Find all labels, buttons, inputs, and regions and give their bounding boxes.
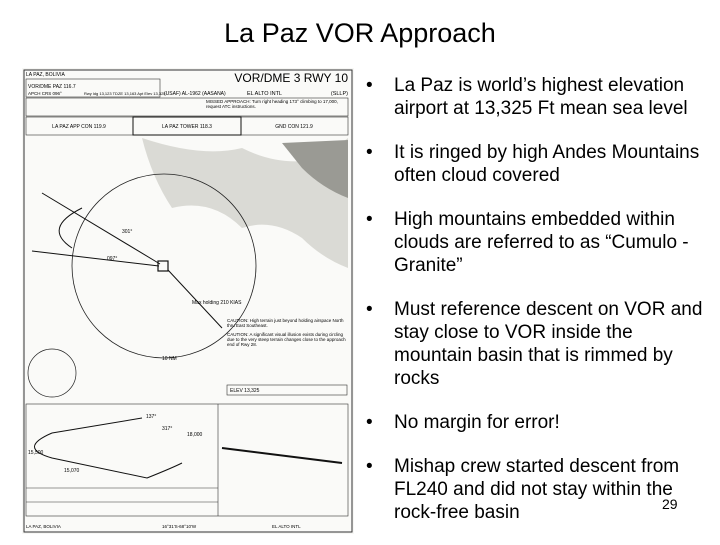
chart-alt-15500: 15,500 (28, 450, 44, 456)
slide-title: La Paz VOR Approach (224, 18, 496, 48)
chart-source: (USAF) AL-1962 (AASANA) (164, 91, 226, 97)
chart-radial-097: 097° (107, 256, 118, 262)
bullet-list (366, 74, 706, 545)
chart-radial-137: 137° (146, 414, 157, 420)
chart-max-hold: Max holding 210 KIAS (192, 300, 242, 306)
approach-chart-svg (22, 68, 354, 534)
chart-freq-twr: LA PAZ TOWER 118.3 (162, 124, 212, 130)
chart-elev-box: ELEV 13,325 (230, 388, 260, 394)
chart-footer-coords: 16°31'S-68°10'W (162, 524, 197, 529)
approach-chart-image (22, 68, 354, 534)
chart-radial-301: 301° (122, 229, 133, 235)
chart-missed-approach: MISSED APPROACH: Turn right heading 173° climbing to 17,000, request ATC instructions. (206, 99, 338, 109)
chart-10nm: 10 NM (162, 356, 177, 362)
chart-vor: VOR/DME PAZ 116.7 (28, 84, 76, 90)
chart-freq-app: LA PAZ APP CON 119.9 (52, 124, 106, 130)
bullet-item: • No margin for error! (366, 411, 706, 434)
bullet-item: • High mountains embedded within clouds are referred to as “Cumulo -Granite” (366, 208, 706, 277)
bullet-item: • Mishap crew started descent from FL240 and did not stay within the rock-free basin (366, 455, 706, 524)
chart-alt-18000: 18,000 (187, 432, 203, 438)
chart-airport: EL ALTO INTL (246, 91, 282, 97)
chart-footer-location: LA PAZ, BOLIVIA (26, 524, 61, 529)
chart-elevations: Rwy ldg 13,123 TDZE 13,163 Apt Elev 13,325 (84, 91, 166, 96)
chart-ident: (SLLP) (330, 91, 348, 97)
chart-footer-airport: EL ALTO INTL (272, 524, 301, 529)
chart-caution-1: CAUTION: High terrain just beyond holding airspace North thru East Southeast. (227, 318, 344, 328)
chart-heading: VOR/DME 3 RWY 10 (234, 71, 348, 85)
chart-location: LA PAZ, BOLIVIA (26, 72, 65, 78)
page-number: 29 (662, 496, 678, 512)
chart-alt-15070: 15,070 (64, 468, 80, 474)
chart-caution-2: CAUTION: A significant visual illusion exists during circling due to the very steep terrain changes close to the approach end of Rwy 28. (227, 332, 346, 347)
chart-radial-317: 317° (162, 426, 173, 432)
bullet-item: • La Paz is world’s highest elevation airport at 13,325 Ft mean sea level (366, 74, 706, 120)
bullet-item: • It is ringed by high Andes Mountains often cloud covered (366, 141, 706, 187)
chart-apch-crs: APCH CRS 096° (28, 91, 62, 96)
chart-freq-gnd: GND CON 121.9 (275, 124, 313, 130)
bullet-item: • Must reference descent on VOR and stay close to VOR inside the mountain basin that is rimmed by rocks (366, 298, 706, 390)
